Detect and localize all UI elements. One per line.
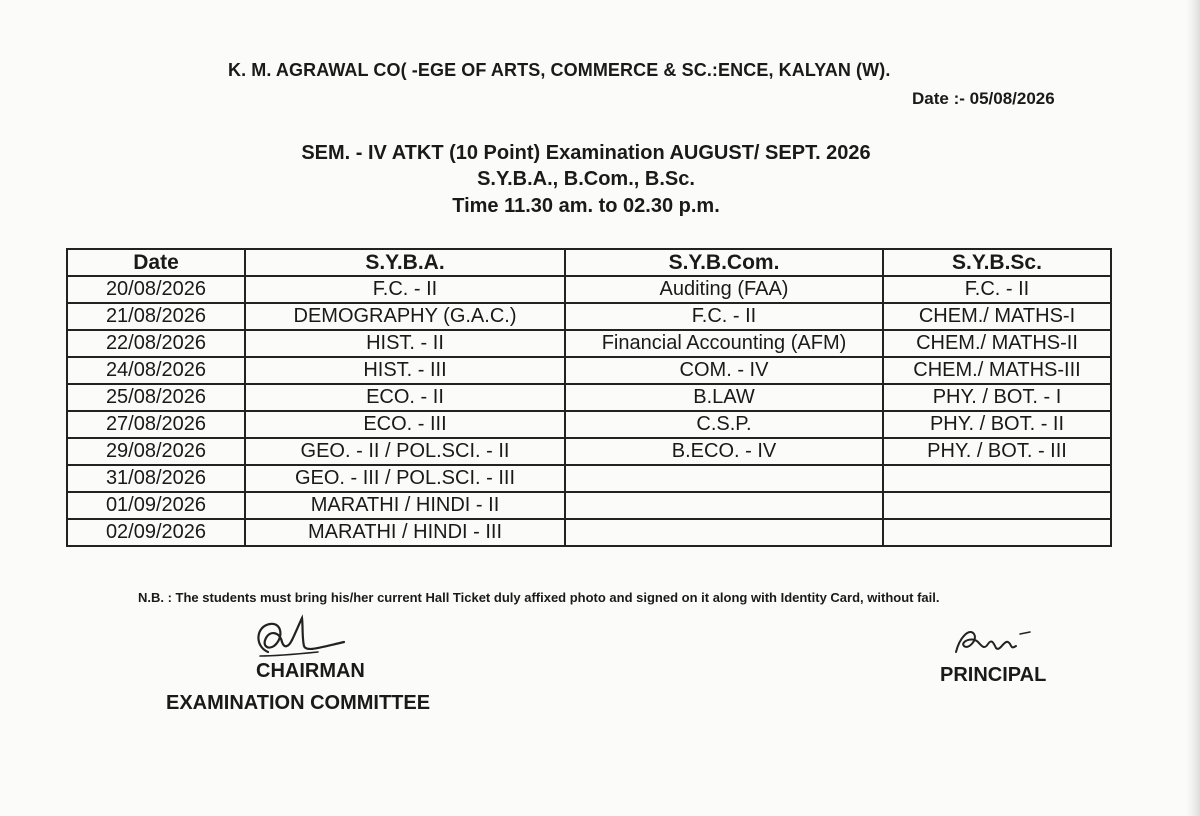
cell-date: 25/08/2026 (67, 384, 245, 411)
table-row (67, 411, 1111, 438)
column-header-date: Date (67, 249, 245, 276)
cell-syba: ECO. - II (245, 384, 565, 411)
cell-date: 22/08/2026 (67, 330, 245, 357)
cell-sybcom (565, 492, 883, 519)
exam-classes: S.Y.B.A., B.Com., B.Sc. (477, 168, 695, 190)
cell-sybsc (883, 519, 1111, 546)
cell-date: 27/08/2026 (67, 411, 245, 438)
cell-syba: MARATHI / HINDI - III (245, 519, 565, 546)
page-edge-shadow (1186, 0, 1200, 816)
cell-syba: DEMOGRAPHY (G.A.C.) (245, 303, 565, 330)
cell-syba: GEO. - II / POL.SCI. - II (245, 438, 565, 465)
table-row (67, 384, 1111, 411)
cell-sybcom: Auditing (FAA) (565, 276, 883, 303)
table-row (67, 357, 1111, 384)
cell-date: 31/08/2026 (67, 465, 245, 492)
table-row (67, 276, 1111, 303)
table-row (67, 303, 1111, 330)
exam-time: Time 11.30 am. to 02.30 p.m. (452, 195, 720, 217)
principal-title: PRINCIPAL (940, 664, 1047, 686)
cell-date: 29/08/2026 (67, 438, 245, 465)
cell-sybsc (883, 465, 1111, 492)
college-name: K. M. AGRAWAL CO( -EGE OF ARTS, COMMERCE & SC.:ENCE, KALYAN (W). (228, 60, 891, 80)
cell-sybsc: CHEM./ MATHS-I (883, 303, 1111, 330)
cell-syba: MARATHI / HINDI - II (245, 492, 565, 519)
column-header-sybsc: S.Y.B.Sc. (883, 249, 1111, 276)
table-row (67, 438, 1111, 465)
cell-sybcom (565, 519, 883, 546)
cell-sybsc: PHY. / BOT. - I (883, 384, 1111, 411)
cell-date: 20/08/2026 (67, 276, 245, 303)
cell-sybcom: Financial Accounting (AFM) (565, 330, 883, 357)
cell-sybcom: C.S.P. (565, 411, 883, 438)
cell-sybcom: COM. - IV (565, 357, 883, 384)
chairman-signature (248, 612, 358, 664)
cell-sybsc: CHEM./ MATHS-II (883, 330, 1111, 357)
cell-sybcom: F.C. - II (565, 303, 883, 330)
cell-syba: HIST. - III (245, 357, 565, 384)
cell-syba: HIST. - II (245, 330, 565, 357)
exam-timetable (66, 248, 1112, 547)
cell-syba: F.C. - II (245, 276, 565, 303)
cell-sybcom: B.LAW (565, 384, 883, 411)
principal-signature (950, 622, 1040, 662)
column-header-sybcom: S.Y.B.Com. (565, 249, 883, 276)
cell-sybsc: PHY. / BOT. - III (883, 438, 1111, 465)
cell-date: 21/08/2026 (67, 303, 245, 330)
chairman-title: CHAIRMAN (256, 660, 365, 682)
cell-date: 24/08/2026 (67, 357, 245, 384)
notice-date: Date :- 05/08/2026 (912, 89, 1055, 108)
cell-sybcom (565, 465, 883, 492)
cell-syba: GEO. - III / POL.SCI. - III (245, 465, 565, 492)
column-header-syba: S.Y.B.A. (245, 249, 565, 276)
cell-sybsc: PHY. / BOT. - II (883, 411, 1111, 438)
exam-title: SEM. - IV ATKT (10 Point) Examination AUGUST/ SEPT. 2026 (301, 142, 871, 164)
cell-sybsc: CHEM./ MATHS-III (883, 357, 1111, 384)
cell-sybsc (883, 492, 1111, 519)
cell-sybsc: F.C. - II (883, 276, 1111, 303)
table-row (67, 519, 1111, 546)
cell-date: 01/09/2026 (67, 492, 245, 519)
cell-date: 02/09/2026 (67, 519, 245, 546)
cell-syba: ECO. - III (245, 411, 565, 438)
notice-note: N.B. : The students must bring his/her current Hall Ticket duly affixed photo and signed on it along with Identity Card, without fail. (138, 590, 940, 605)
cell-sybcom: B.ECO. - IV (565, 438, 883, 465)
table-row (67, 330, 1111, 357)
table-header-row (67, 249, 1111, 276)
examination-committee-title: EXAMINATION COMMITTEE (166, 692, 431, 714)
table-row (67, 492, 1111, 519)
table-row (67, 465, 1111, 492)
